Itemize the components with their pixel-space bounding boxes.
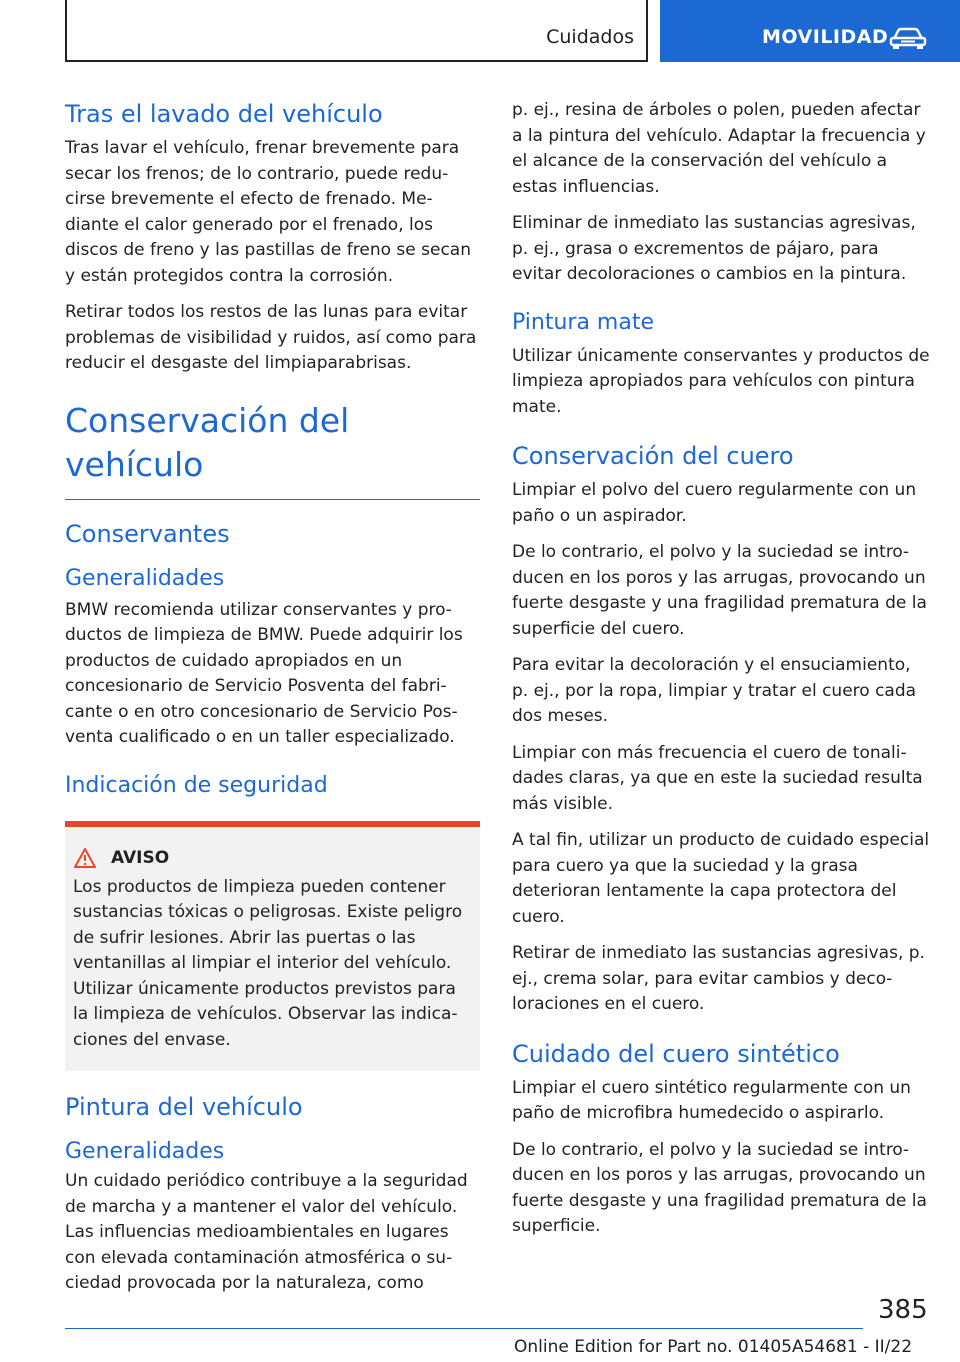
car-icon bbox=[888, 27, 928, 49]
paragraph: BMW recomienda utilizar conservantes y productos de limpieza de BMW. Puede adquirir los productos de cuidado apropiados en un concesionario de Servicio Posventa del fabricante o en otro concesionario de Servicio Posventa cualificado o en un taller especializado. bbox=[65, 599, 463, 747]
header-chapter-title: MOVILIDAD bbox=[762, 26, 889, 48]
paragraph: Limpiar con más frecuencia el cuero de tonalidades claras, ya que en este la suciedad resulta más visible. bbox=[512, 742, 923, 814]
warning-label: AVISO bbox=[111, 847, 170, 868]
paragraph: Limpiar el polvo del cuero regularmente con un paño o un aspirador. bbox=[512, 480, 917, 526]
paragraph: Utilizar únicamente conservantes y productos de limpieza apropiados para vehículos con pintura mate. bbox=[512, 345, 930, 417]
paragraph: Un cuidado periódico contribuye a la seguridad de marcha y a mantener el valor del vehículo. Las influencias medioambientales en lugares con elevada contaminación atmosférica o suciedad provocada por la naturaleza, como bbox=[65, 1171, 468, 1293]
section-title-paint: Pintura del vehículo bbox=[65, 1093, 303, 1121]
paragraph: Retirar todos los restos de las lunas para evitar problemas de visibilidad y ruidos, así como para reducir el desgaste del limpiaparabrisas. bbox=[65, 302, 477, 373]
header-section-title: Cuidados bbox=[546, 26, 634, 48]
paragraph: De lo contrario, el polvo y la suciedad se introducen en los poros y las arrugas, provocando un fuerte desgaste y una fragilidad prematura de la superficie. bbox=[512, 1139, 927, 1236]
header-chapter-tab bbox=[660, 0, 960, 62]
section-title-synthetic-leather: Cuidado del cuero sintético bbox=[512, 1039, 840, 1068]
right-column bbox=[512, 98, 930, 1251]
paragraph: Para evitar la decoloración y el ensuciamiento, p. ej., por la ropa, limpiar y tratar el cuero cada dos meses. bbox=[512, 655, 917, 726]
paragraph: De lo contrario, el polvo y la suciedad se introducen en los poros y las arrugas, provocando un fuerte desgaste y una fragilidad prematura de la superficie del cuero. bbox=[512, 542, 927, 639]
subsection-title-matte-paint: Pintura mate bbox=[512, 309, 655, 335]
page-number: 385 bbox=[878, 1295, 928, 1325]
warning-triangle-icon bbox=[73, 847, 97, 869]
section-title-leather-care: Conservación del cuero bbox=[512, 442, 794, 470]
subsection-title-general: Generalidades bbox=[65, 1139, 225, 1164]
subsection-title-general: Generalidades bbox=[65, 565, 225, 591]
paragraph: Retirar de inmediato las sustancias agresivas, p. ej., crema solar, para evitar cambios y decoloraciones en el cuero. bbox=[512, 943, 925, 1014]
header-section-box bbox=[65, 0, 648, 62]
section-title-after-wash: Tras el lavado del vehículo bbox=[65, 100, 383, 128]
footer-edition: Online Edition for Part no. 01405A54681 - II/22 bbox=[514, 1337, 913, 1357]
subsection-title-safety: Indicación de seguridad bbox=[65, 772, 328, 798]
section-title-preservatives: Conservantes bbox=[65, 519, 230, 548]
warning-text: Los productos de limpieza pueden contener sustancias tóxicas o peligrosas. Existe peligro de sufrir lesiones. Abrir las puertas o las ventanillas al limpiar el interior del vehículo. Utilizar únicamente productos previstos para la limpieza de vehículos. Observar las indicaciones del envase. bbox=[73, 876, 463, 1050]
left-column bbox=[65, 98, 480, 1308]
paragraph: Eliminar de inmediato las sustancias agresivas, p. ej., grasa o excrementos de pájaro, para evitar decoloraciones o cambios en la pintura. bbox=[512, 213, 916, 284]
paragraph: Tras lavar el vehículo, frenar brevemente para secar los frenos; de lo contrario, puede reducirse brevemente el efecto de frenado. Mediante el calor generado por el frenado, los discos de freno y las pastillas de freno se secan y están protegidos contra la corrosión. bbox=[65, 138, 471, 286]
footer-divider bbox=[65, 1328, 863, 1329]
paragraph: p. ej., resina de árboles o polen, pueden afectar a la pintura del vehículo. Adaptar la frecuencia y el alcance de la conservación del vehículo a estas influencias. bbox=[512, 100, 926, 197]
paragraph: Limpiar el cuero sintético regularmente con un paño de microfibra humedecido o aspirarlo. bbox=[512, 1077, 911, 1123]
warning-header bbox=[73, 847, 470, 869]
paragraph: A tal fin, utilizar un producto de cuidado especial para cuero ya que la suciedad y la grasa deterioran lentamente la capa protectora del cuero. bbox=[512, 830, 930, 927]
chapter-title-vehicle-care: Conservación del vehículo bbox=[65, 399, 480, 500]
warning-box bbox=[65, 821, 480, 1072]
